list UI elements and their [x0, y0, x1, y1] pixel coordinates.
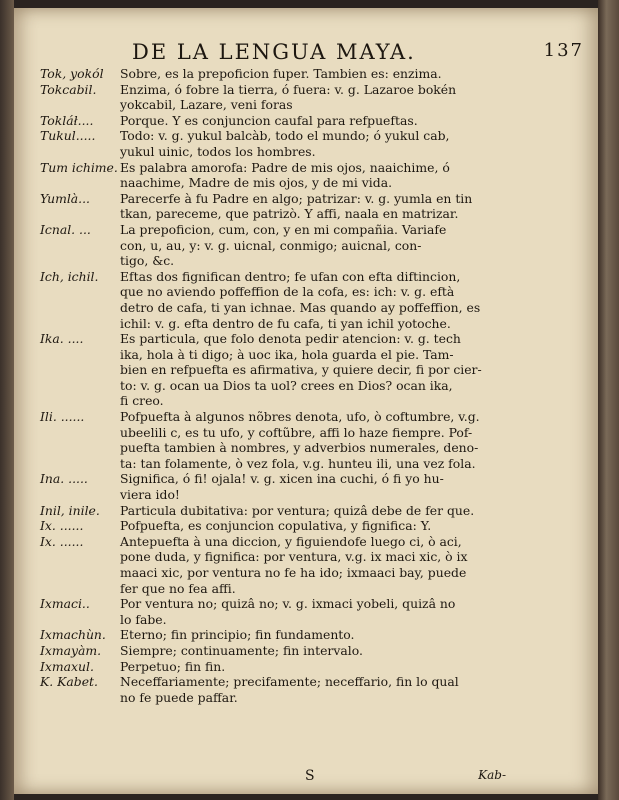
entry-headword: Tokcabil.: [40, 81, 97, 97]
entry-text-line: yokcabil, Lazare, veni foras: [120, 97, 293, 113]
dictionary-entry: [40, 113, 506, 129]
page-footer: [40, 768, 506, 784]
entry-text-line: Eftas dos fignifican dentro; fe ufan con efta diftincion,: [120, 268, 461, 284]
entry-headword: Ix. ......: [40, 533, 84, 549]
dictionary-entry: [40, 331, 506, 409]
entry-headword: Tum ichime.: [40, 159, 118, 175]
entry-text-line: bien en refpuefta es afirmativa, y quiere decir, fi por cier-: [120, 362, 482, 378]
dictionary-entries: [40, 66, 506, 705]
entry-headword: Ixmachùn.: [40, 627, 106, 643]
entry-text-line: Enzima, ó fobre la tierra, ó fuera: v. g. Lazaroe bokén: [120, 81, 457, 97]
entry-text-line: Parecerfe à fu Padre en algo; patrizar: v. g. yumla en tin: [120, 190, 473, 206]
dictionary-entry: [40, 534, 506, 596]
entry-headword: Tukul.....: [40, 128, 96, 144]
entry-text-line: ika, hola à ti digo; à uoc ika, hola guarda el pie. Tam-: [120, 346, 454, 362]
entry-text-line: Por ventura no; quizâ no; v. g. ixmaci yobeli, quizâ no: [120, 596, 456, 612]
dictionary-entry: [40, 191, 506, 222]
entry-text-line: que no aviendo poffeffion de la cofa, es: ich: v. g. eftà: [120, 284, 455, 300]
entry-text-line: Particula dubitativa: por ventura; quizâ debe de fer que.: [120, 502, 475, 518]
entry-headword: K. Kabet.: [40, 674, 98, 690]
entry-text-line: Pofpuefta, es conjuncion copulativa, y fignifica: Y.: [120, 518, 432, 534]
dictionary-entry: [40, 596, 506, 627]
entry-text-line: La prepoficion, cum, con, y en mi compañia. Variafe: [120, 221, 447, 237]
entry-headword: Ix. ......: [40, 518, 84, 534]
page-title: DE LA LENGUA MAYA.: [132, 40, 416, 64]
entry-text-line: Es particula, que folo denota pedir atencion: v. g. tech: [120, 331, 461, 347]
signature-mark: S: [305, 768, 315, 784]
entry-text-line: detro de cafa, ti yan ichnae. Mas quando ay poffeffion, es: [120, 299, 481, 315]
dictionary-entry: [40, 82, 506, 113]
entry-text-line: Antepuefta à una diccion, y figuiendofe luego ci, ò aci,: [120, 533, 462, 549]
entry-text-line: Significa, ó fi! ojala! v. g. xicen ina cuchi, ó fi yo hu-: [120, 471, 444, 487]
dictionary-entry: [40, 66, 506, 82]
entry-text-line: tigo, &c.: [120, 253, 175, 269]
entry-text-line: Porque. Y es conjuncion caufal para refpueftas.: [120, 112, 418, 128]
entry-text-line: Siempre; continuamente; fin intervalo.: [120, 642, 363, 658]
entry-text-line: tkan, pareceme, que patrizò. Y affi, naala en matrizar.: [120, 206, 459, 222]
dictionary-entry: [40, 128, 506, 159]
entry-text-line: Perpetuo; fin fin.: [120, 658, 226, 674]
page-number: 137: [543, 40, 584, 61]
book-fore-edge: [598, 0, 619, 800]
entry-text-line: Eterno; fin principio; fin fundamento.: [120, 627, 355, 643]
dictionary-entry: [40, 269, 506, 331]
entry-headword: Ixmaxul.: [40, 658, 94, 674]
entry-headword: Icnal. ...: [40, 221, 91, 237]
entry-text-line: fer que no fea affi.: [120, 580, 236, 596]
book-left-edge: [0, 0, 14, 800]
entry-text-line: no fe puede paffar.: [120, 689, 238, 705]
dictionary-entry: [40, 643, 506, 659]
dictionary-entry: [40, 471, 506, 502]
entry-text-line: ichil: v. g. efta dentro de fu cafa, ti yan ichil yotoche.: [120, 315, 451, 331]
entry-headword: Ixmaci..: [40, 596, 90, 612]
dictionary-entry: [40, 503, 506, 519]
entry-text-line: fi creo.: [120, 393, 164, 409]
dictionary-entry: [40, 222, 506, 269]
dictionary-entry: [40, 659, 506, 675]
book-page: [14, 8, 598, 794]
entry-text-line: yukul uinic, todos los hombres.: [120, 143, 316, 159]
entry-text-line: viera ido!: [120, 487, 180, 503]
entry-text-line: ubeelili c, es tu ufo, y coftũbre, affi lo haze fiempre. Pof-: [120, 424, 473, 440]
entry-headword: Ika. ....: [40, 331, 84, 347]
entry-text-line: naachime, Madre de mis ojos, y de mi vida.: [120, 175, 393, 191]
entry-headword: Ili. ......: [40, 409, 85, 425]
entry-text-line: maaci xic, por ventura no fe ha ido; ixmaaci bay, puede: [120, 565, 467, 580]
catchword: Kab-: [478, 768, 506, 782]
dictionary-entry: [40, 409, 506, 471]
entry-headword: Tok, yokól: [40, 66, 104, 81]
entry-text-line: Pofpuefta à algunos nõbres denota, ufo, ò coftumbre, v.g.: [120, 409, 480, 425]
entry-headword: Ina. .....: [40, 471, 88, 487]
entry-text-line: to: v. g. ocan ua Dios ta uol? crees en Dios? ocan ika,: [120, 377, 453, 393]
dictionary-entry: [40, 627, 506, 643]
entry-text-line: Todo: v. g. yukul balcàb, todo el mundo; ó yukul cab,: [120, 128, 450, 144]
entry-text-line: Es palabra amorofa: Padre de mis ojos, naaichime, ó: [120, 159, 450, 175]
entry-text-line: puefta tambien à nombres, y adverbios numerales, deno-: [120, 440, 479, 456]
entry-text-line: ta: tan folamente, ò vez fola, v.g. hunteu ili, una vez fola.: [120, 455, 476, 471]
entry-text-line: con, u, au, y: v. g. uicnal, conmigo; auicnal, con-: [120, 237, 422, 253]
entry-headword: Yumlà...: [40, 190, 90, 206]
dictionary-entry: [40, 160, 506, 191]
entry-text-line: lo fabe.: [120, 611, 167, 627]
dictionary-entry: [40, 518, 506, 534]
entry-headword: Ich, ichil.: [40, 268, 99, 284]
entry-text-line: Sobre, es la prepoficion fuper. Tambien es: enzima.: [120, 66, 442, 81]
dictionary-entry: [40, 674, 506, 705]
entry-headword: Tokláł....: [40, 112, 94, 128]
entry-text-line: pone duda, y fignifica: por ventura, v.g. ix maci xic, ò ix: [120, 549, 468, 565]
entry-headword: Ixmayàm.: [40, 642, 102, 658]
entry-headword: Inil, inile.: [40, 502, 100, 518]
entry-text-line: Neceffariamente; precifamente; neceffario, fin lo qual: [120, 674, 459, 690]
